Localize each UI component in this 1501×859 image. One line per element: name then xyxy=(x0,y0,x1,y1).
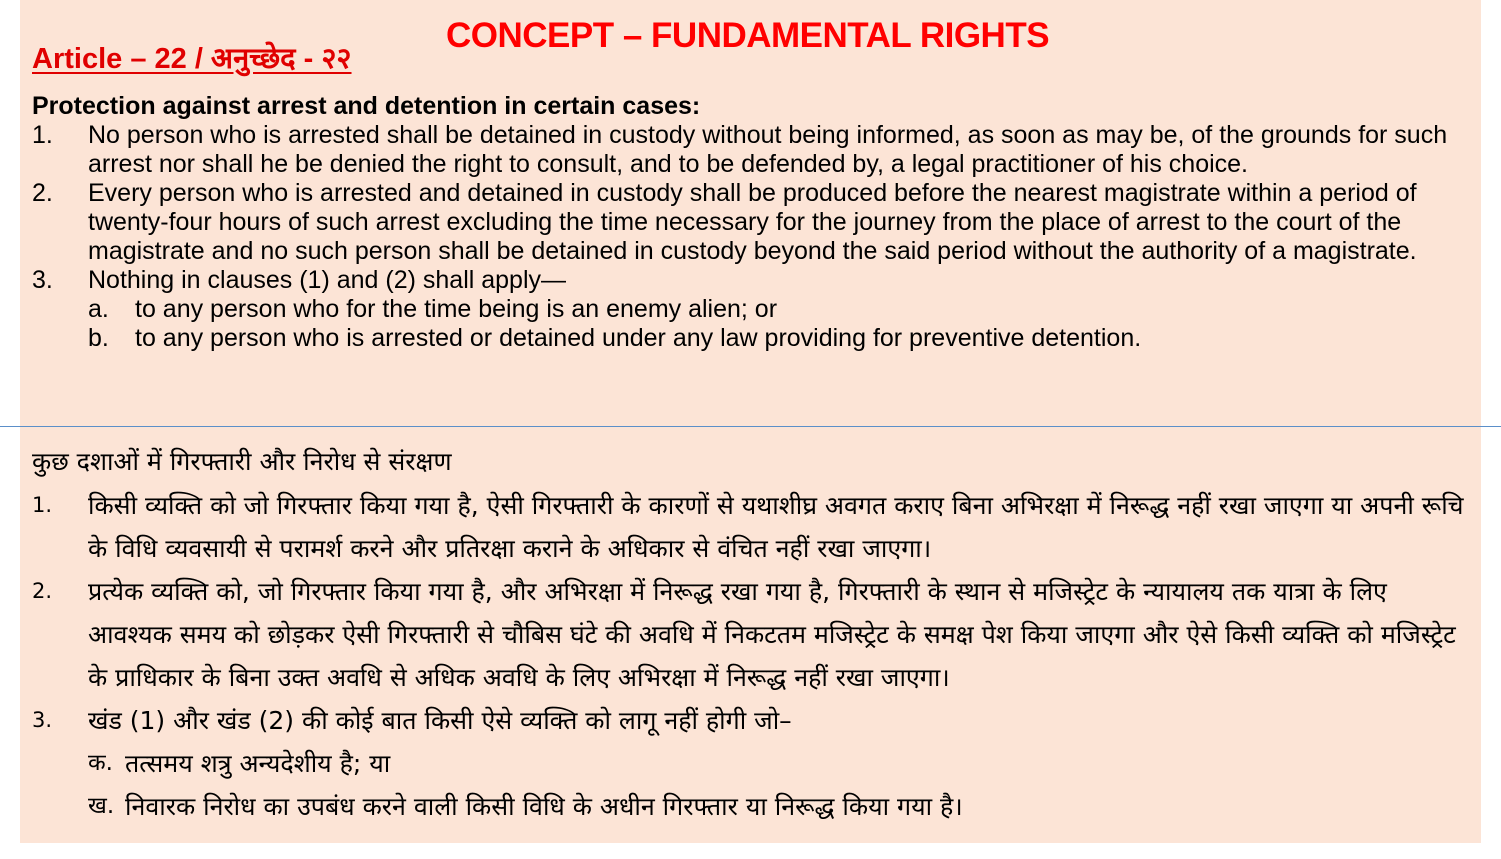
english-subitem-text: to any person who is arrested or detained under any law providing for preventive detention. xyxy=(135,324,1142,352)
hindi-subitem-kha xyxy=(32,785,1472,828)
hindi-subitem-letter: क. xyxy=(88,750,113,776)
hindi-subitem-text: निवारक निरोध का उपबंध करने वाली किसी विधि के अधीन गिरफ्तार या निरूद्ध किया गया है। xyxy=(125,792,963,821)
english-subitem-letter: a. xyxy=(88,295,109,323)
english-item-2 xyxy=(32,179,1472,266)
english-item-text: Nothing in clauses (1) and (2) shall apply— xyxy=(88,266,567,294)
section-divider xyxy=(0,426,1501,427)
hindi-item-number: 3. xyxy=(32,708,53,732)
english-item-number: 2. xyxy=(32,179,53,207)
hindi-item-number: 2. xyxy=(32,579,53,603)
hindi-heading: कुछ दशाओं में गिरफ्तारी और निरोध से संरक्षण xyxy=(32,447,452,476)
hindi-item-1 xyxy=(32,484,1472,570)
hindi-item-2 xyxy=(32,570,1472,699)
english-subitem-text: to any person who for the time being is an enemy alien; or xyxy=(135,295,778,323)
hindi-item-text: किसी व्यक्ति को जो गिरफ्तार किया गया है, ऐसी गिरफ्तारी के कारणों से यथाशीघ्र अवगत कराए बिना अभिरक्षा में निरूद्ध नहीं रखा जाएगा या अपनी रूचि के विधि व्यवसायी से परामर्श करने और प्रतिरक्षा कराने के अधिकार से वंचित नहीं रखा जाएगा। xyxy=(88,491,1464,563)
hindi-item-number: 1. xyxy=(32,493,53,517)
hindi-item-text: खंड (1) और खंड (2) की कोई बात किसी ऐसे व्यक्ति को लागू नहीं होगी जो– xyxy=(88,706,792,735)
english-item-1 xyxy=(32,121,1472,179)
english-subitem-b xyxy=(32,324,1472,353)
hindi-subitem-letter: ख. xyxy=(88,793,115,819)
english-heading: Protection against arrest and detention in certain cases: xyxy=(32,92,701,120)
hindi-item-text: प्रत्येक व्यक्ति को, जो गिरफ्तार किया गया है, और अभिरक्षा में निरूद्ध रखा गया है, गिरफ्तारी के स्थान से मजिस्ट्रेट के न्यायालय तक यात्रा के लिए आवश्यक समय को छोड़कर ऐसी गिरफ्तारी से चौबिस घंटे की अवधि में निकटतम मजिस्ट्रेट के समक्ष पेश किया जाएगा और ऐसे किसी व्यक्ति को मजिस्ट्रेट के प्राधिकार के बिना उक्त अवधि से अधिक अवधि के लिए अभिरक्षा में निरूद्ध नहीं रखा जाएगा। xyxy=(88,577,1456,692)
english-item-number: 3. xyxy=(32,266,53,294)
english-section xyxy=(32,92,1472,353)
english-item-number: 1. xyxy=(32,121,53,149)
english-subitem-letter: b. xyxy=(88,324,109,352)
english-item-text: No person who is arrested shall be detained in custody without being informed, as soon as may be, of the grounds for such arrest nor shall he be denied the right to consult, and to be defended by, a legal practitioner of his choice. xyxy=(88,121,1448,178)
hindi-section xyxy=(32,440,1472,828)
main-title: CONCEPT – FUNDAMENTAL RIGHTS xyxy=(446,16,1050,55)
english-item-text: Every person who is arrested and detained in custody shall be produced before the nearest magistrate within a period of twenty-four hours of such arrest excluding the time necessary for the journey from the place of arrest to the court of the magistrate and no such person shall be detained in custody beyond the said period without the authority of a magistrate. xyxy=(88,179,1417,265)
hindi-subitem-text: तत्समय शत्रु अन्यदेशीय है; या xyxy=(125,749,391,778)
hindi-subitem-ka xyxy=(32,742,1472,785)
article-title: Article – 22 / अनुच्छेद - २२ xyxy=(32,43,352,75)
hindi-item-3 xyxy=(32,699,1472,742)
english-subitem-a xyxy=(32,295,1472,324)
english-item-3 xyxy=(32,266,1472,295)
